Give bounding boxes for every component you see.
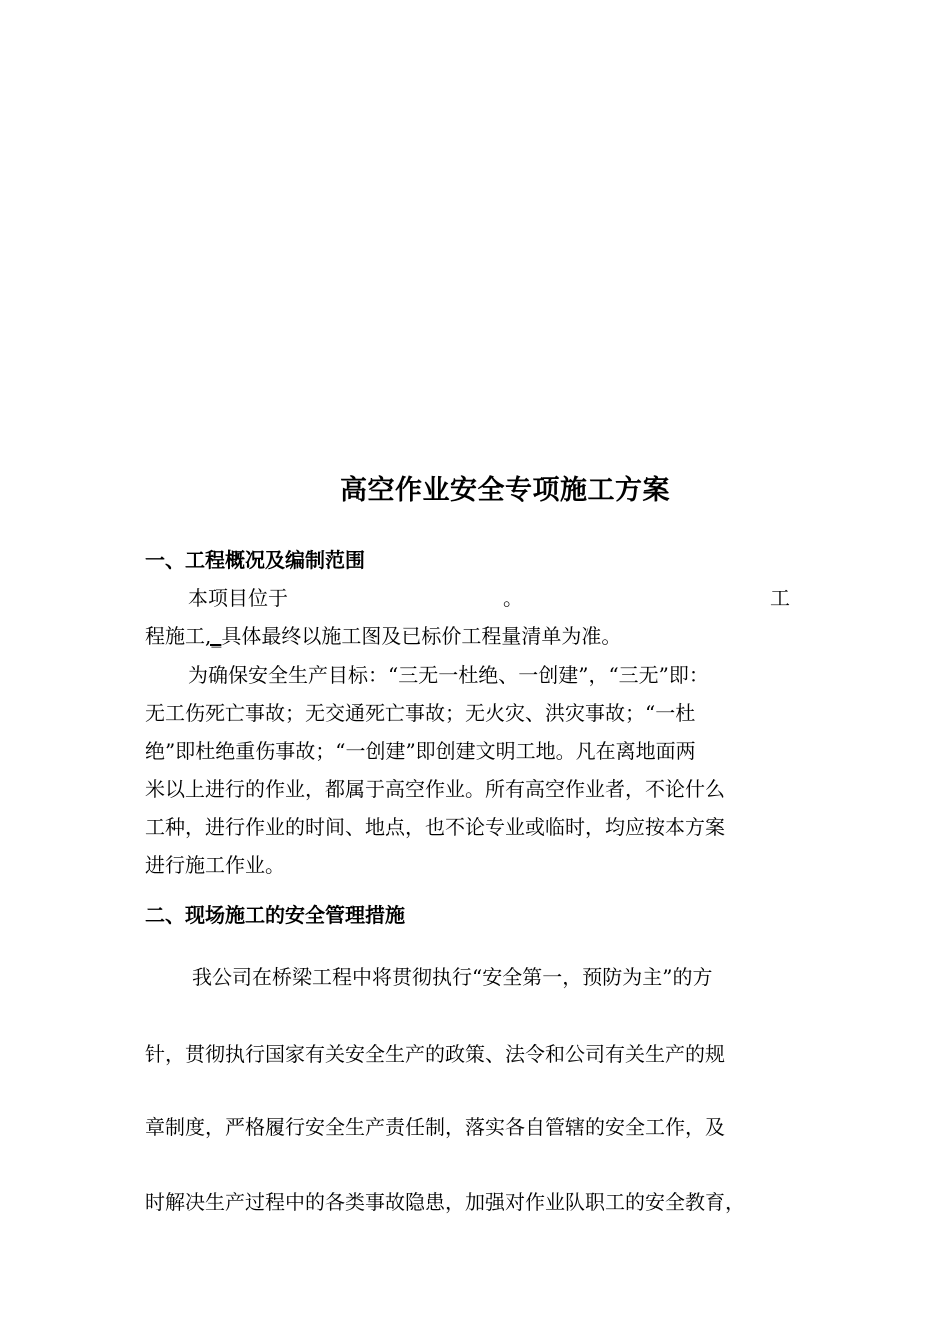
- paragraph-line: 进行施工作业。: [145, 853, 285, 877]
- document-title: 高空作业安全专项施工方案: [340, 475, 670, 506]
- paragraph-line: 绝”即杜绝重伤事故；“一创建”即创建文明工地。凡在离地面两: [145, 739, 696, 763]
- section-heading-2: 二、现场施工的安全管理措施: [145, 903, 405, 927]
- paragraph-line-end: 工: [770, 586, 790, 610]
- section-heading-1: 一、工程概况及编制范围: [145, 548, 365, 572]
- paragraph-line: 章制度，严格履行安全生产责任制，落实各自管辖的安全工作，及: [145, 1115, 725, 1139]
- paragraph-line: 工种，进行作业的时间、地点，也不论专业或临时，均应按本方案: [145, 815, 725, 839]
- blank-field-period: 。: [503, 586, 523, 610]
- paragraph-line: 米以上进行的作业，都属于高空作业。所有高空作业者，不论什么: [145, 777, 725, 801]
- paragraph-line: 我公司在桥梁工程中将贯彻执行“安全第一，预防为主”的方: [192, 965, 713, 989]
- paragraph-line: 为确保安全生产目标：“三无一杜绝、一创建”，“三无”即：: [188, 663, 709, 687]
- paragraph-line: 无工伤死亡事故；无交通死亡事故；无火灾、洪灾事故；“一杜: [145, 701, 696, 725]
- text-segment: 具体最终以施工图及已标价工程量清单为准。: [221, 624, 622, 648]
- paragraph-line: 本项目位于: [188, 586, 288, 610]
- paragraph-line: 针，贯彻执行国家有关安全生产的政策、法令和公司有关生产的规: [145, 1042, 725, 1066]
- paragraph-line: [145, 621, 621, 651]
- text-segment: 程施工: [145, 624, 205, 648]
- underlined-segment: ,_: [205, 624, 222, 648]
- paragraph-line: 时解决生产过程中的各类事故隐患，加强对作业队职工的安全教育，: [145, 1190, 745, 1214]
